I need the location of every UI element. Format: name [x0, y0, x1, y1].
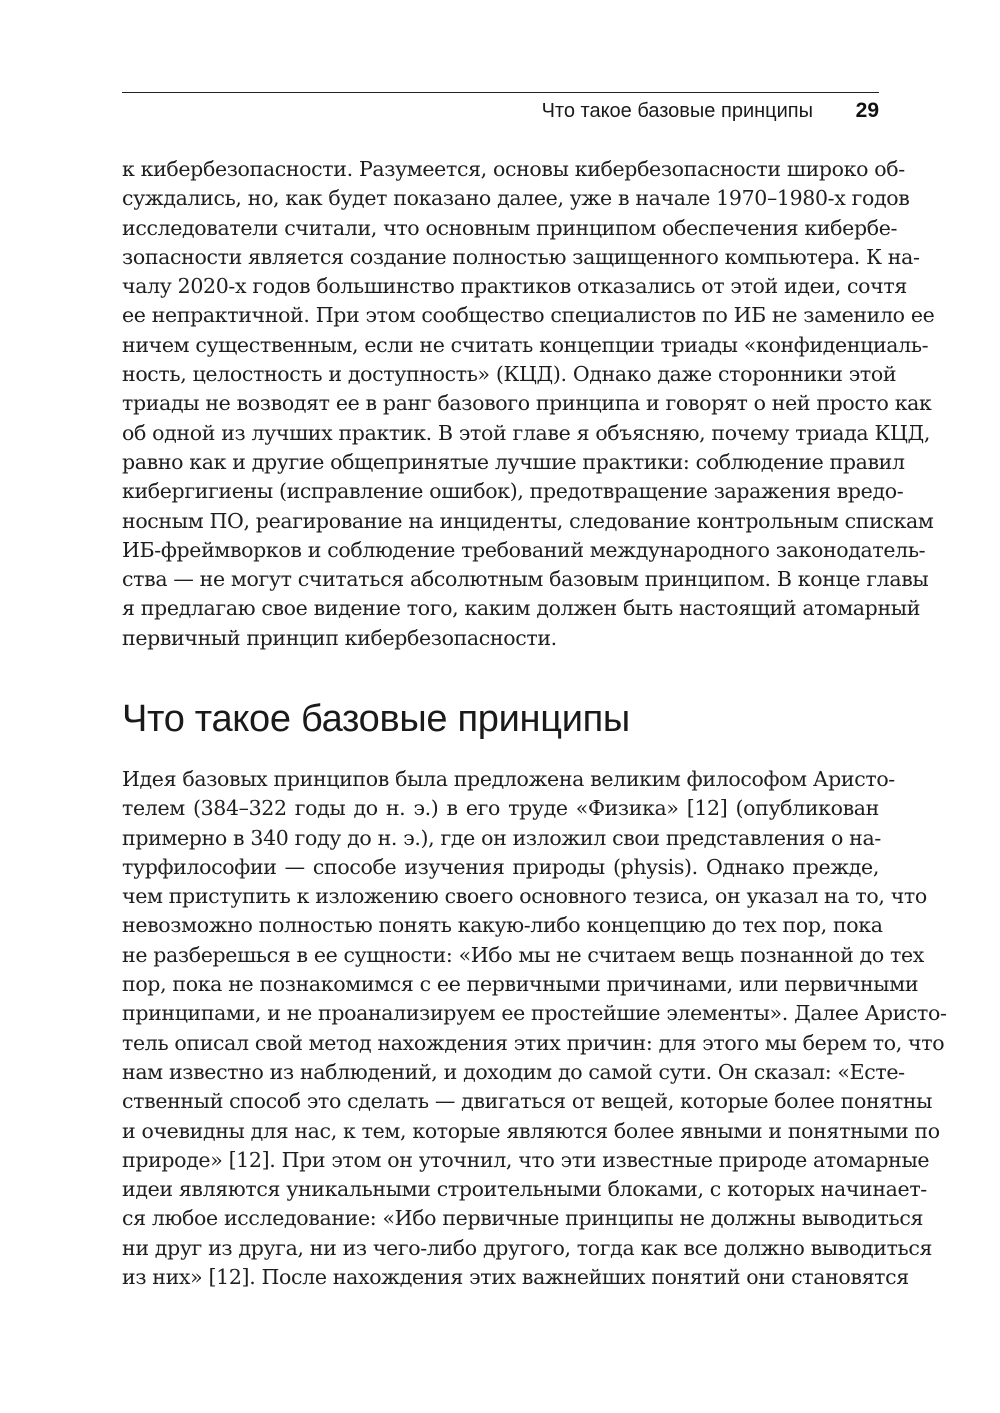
text-line: телем (384–322 годы до н. э.) в его труде «Физика» [12] (опубликован [122, 796, 879, 821]
intro-paragraph [122, 155, 935, 653]
text-line: об одной из лучших практик. В этой главе я объясняю, почему триада КЦД, [122, 420, 930, 445]
text-line: принципами, и не проанализируем ее простейшие элементы». Далее Аристо- [122, 1001, 947, 1026]
text-line: идеи являются уникальными строительными блоками, с которых начинает- [122, 1177, 927, 1202]
text-line: первичный принцип кибербезопасности. [122, 625, 557, 650]
text-line: носным ПО, реагирование на инциденты, следование контрольным спискам [122, 508, 934, 533]
text-line: ся любое исследование: «Ибо первичные принципы не должны выводиться [122, 1206, 924, 1231]
text-line: триады не возводят ее в ранг базового принципа и говорят о ней просто как [122, 391, 932, 416]
running-title: Что такое базовые принципы [541, 100, 813, 122]
text-line: ственный способ это сделать — двигаться от вещей, которые более понятны [122, 1089, 933, 1114]
text-line: ничем существенным, если не считать концепции триады «конфиденциаль- [122, 332, 929, 357]
text-line: ность, целостность и доступность» (КЦД). Однако даже сторонники этой [122, 362, 897, 387]
text-line: ее непрактичной. При этом сообщество специалистов по ИБ не заменило ее [122, 303, 935, 328]
text-line: тель описал свой метод нахождения этих причин: для этого мы берем то, что [122, 1030, 945, 1055]
text-line: ства — не могут считаться абсолютным базовым принципом. В конце главы [122, 567, 929, 592]
section-paragraph [122, 765, 947, 1292]
text-line: ИБ-фреймворков и соблюдение требований международного законодатель- [122, 537, 926, 562]
text-line: из них» [12]. После нахождения этих важнейших понятий они становятся [122, 1265, 909, 1290]
text-line: зопасности является создание полностью защищенного компьютера. К на- [122, 244, 920, 269]
text-line: турфилософии — способе изучения природы (physis). Однако прежде, [122, 854, 879, 879]
text-line: и очевидны для нас, к тем, которые являются более явными и понятными по [122, 1118, 940, 1143]
text-line: природе» [12]. При этом он уточнил, что эти известные природе атомарные [122, 1147, 930, 1172]
page-number: 29 [855, 99, 879, 122]
text-line: ни друг из друга, ни из чего-либо другого, тогда как все должно выводиться [122, 1235, 933, 1260]
text-line: исследователи считали, что основным принципом обеспечения кибербе- [122, 215, 898, 240]
text-line: кибергигиены (исправление ошибок), предотвращение заражения вредо- [122, 479, 904, 504]
text-line: нам известно из наблюдений, и доходим до самой сути. Он сказал: «Есте- [122, 1059, 905, 1084]
text-line: суждались, но, как будет показано далее, уже в начале 1970–1980-х годов [122, 186, 910, 211]
running-header [122, 92, 879, 128]
text-line: к кибербезопасности. Разумеется, основы кибербезопасности широко об- [122, 157, 905, 181]
text-line: пор, пока не познакомимся с ее первичными причинами, или первичными [122, 972, 919, 997]
text-line: не разберешься в ее сущности: «Ибо мы не считаем вещь познанной до тех [122, 942, 924, 967]
section-heading: Что такое базовые принципы [122, 698, 630, 740]
text-line: чалу 2020-х годов большинство практиков отказались от этой идеи, сочтя [122, 274, 907, 299]
text-line: чем приступить к изложению своего основного тезиса, он указал на то, что [122, 884, 927, 909]
text-line: примерно в 340 году до н. э.), где он изложил свои представления о на- [122, 825, 881, 850]
text-line: невозможно полностью понять какую-либо концепцию до тех пор, пока [122, 913, 883, 938]
text-line: равно как и другие общепринятые лучшие практики: соблюдение правил [122, 449, 905, 474]
text-line: я предлагаю свое видение того, каким должен быть настоящий атомарный [122, 596, 921, 621]
header-rule [122, 92, 879, 93]
text-line: Идея базовых принципов была предложена великим философом Аристо- [122, 767, 895, 791]
